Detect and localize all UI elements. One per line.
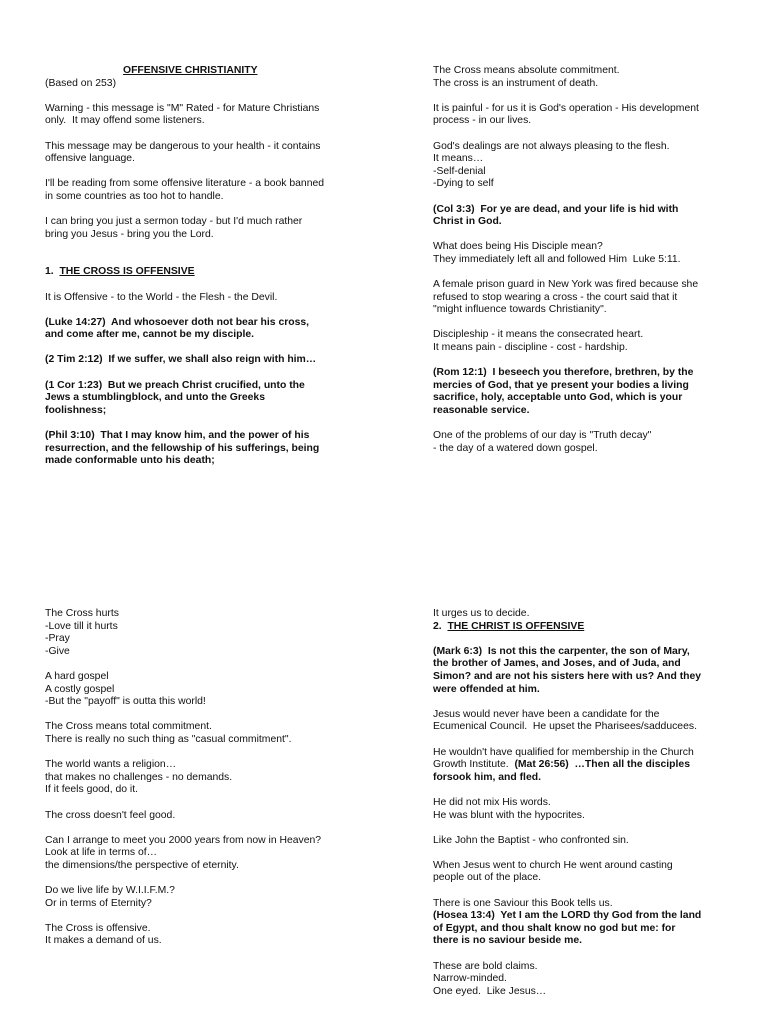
text-line: resurrection, and the fellowship of his sufferings, being	[45, 442, 320, 454]
text-line: "might influence towards Christianity".	[433, 304, 607, 316]
casting-paragraph	[433, 860, 723, 885]
scripture-mark	[433, 646, 723, 696]
text-line: The cross doesn't feel good.	[45, 809, 176, 821]
text-line: there is no saviour beside me.	[433, 935, 582, 947]
text-line: When Jesus went to church He went around casting	[433, 859, 673, 871]
text-line: bring you Jesus - bring you the Lord.	[45, 228, 214, 240]
text-line: (Col 3:3) For ye are dead, and your life is hid with	[433, 203, 679, 215]
text-line: I can bring you just a sermon today - but I'd much rather	[45, 216, 303, 228]
text-line: Discipleship - it means the consecrated heart.	[433, 329, 644, 341]
text-line: that makes no challenges - no demands.	[45, 771, 233, 783]
text-line: - the day of a watered down gospel.	[433, 442, 598, 454]
text-line: (Hosea 13:4) Yet I am the LORD thy God from the land	[433, 910, 702, 922]
text-line: Warning - this message is "M" Rated - for Mature Christians	[45, 102, 320, 114]
text-line: (Phil 3:10) That I may know him, and the power of his	[45, 430, 310, 442]
hurts-paragraph	[45, 608, 345, 658]
text-line: Jesus would never have been a candidate for the	[433, 708, 660, 720]
text-line: the dimensions/the perspective of eternity.	[45, 859, 239, 871]
disciple-paragraph	[433, 241, 723, 266]
religion-paragraph	[45, 759, 345, 797]
text-line: in some countries as too hot to handle.	[45, 190, 224, 202]
saviour-paragraph	[433, 898, 723, 948]
text-line: What does being His Disciple mean?	[433, 241, 603, 253]
text-line: only. It may offend some listeners.	[45, 115, 205, 127]
urges-heading-block	[433, 608, 723, 633]
text-line: He did not mix His words.	[433, 796, 551, 808]
text-line: Narrow-minded.	[433, 973, 507, 985]
commitment-paragraph	[433, 65, 723, 90]
text-line: Christ in God.	[433, 216, 502, 228]
scripture-luke	[45, 317, 345, 342]
baptist-paragraph	[433, 835, 723, 848]
total-commitment-paragraph	[45, 721, 345, 746]
title-block	[45, 65, 345, 90]
text-line: Like John the Baptist - who confronted sin.	[433, 834, 629, 846]
text-line: foolishness;	[45, 404, 107, 416]
text-line: (1 Cor 1:23) But we preach Christ crucified, unto the	[45, 379, 305, 391]
text-line: These are bold claims.	[433, 960, 538, 972]
text-line: It makes a demand of us.	[45, 935, 162, 947]
text-line: -Love till it hurts	[45, 620, 118, 632]
text-line: (Rom 12:1) I beseech you therefore, brethren, by the	[433, 367, 694, 379]
text-line: It is Offensive - to the World - the Flesh - the Devil.	[45, 291, 278, 303]
text-line: The Cross means absolute commitment.	[433, 65, 620, 76]
text-line: (Mark 6:3) Is not this the carpenter, the son of Mary,	[433, 645, 690, 657]
text-line: people out of the place.	[433, 872, 542, 884]
text-line: were offended at him.	[433, 683, 540, 695]
discipleship-paragraph	[433, 329, 723, 354]
text-line: forsook him, and fled.	[433, 771, 541, 783]
decay-paragraph	[433, 430, 723, 455]
text-line: Simon? and are not his sisters here with us? And they	[433, 670, 702, 682]
demand-paragraph	[45, 923, 345, 948]
text-line: Jews a stumblingblock, and unto the Greeks	[45, 392, 265, 404]
text-line: A female prison guard in New York was fired because she	[433, 279, 699, 291]
arrange-paragraph	[45, 835, 345, 873]
text-line: A hard gospel	[45, 670, 109, 682]
scripture-phil	[45, 430, 345, 468]
text-line: sacrifice, holy, acceptable unto God, which is your	[433, 392, 683, 404]
text-line: It is painful - for us it is God's operation - His development	[433, 102, 699, 114]
danger-paragraph	[45, 141, 345, 166]
text-line: One of the problems of our day is "Truth decay"	[433, 430, 652, 442]
scripture-tim	[45, 354, 345, 367]
text-line	[433, 759, 723, 772]
church-paragraph	[433, 747, 723, 785]
scripture-rom	[433, 367, 723, 417]
text-line: There is really no such thing as "casual commitment".	[45, 733, 292, 745]
page-title: OFFENSIVE CHRISTIANITY	[123, 65, 258, 76]
section-heading-2	[433, 621, 723, 634]
heading-number: 1.	[45, 266, 60, 278]
text-line: One eyed. Like Jesus…	[433, 985, 547, 997]
text-line: process - in our lives.	[433, 115, 532, 127]
claims-paragraph	[433, 961, 723, 999]
text-line: A costly gospel	[45, 683, 115, 695]
text-line: The Cross means total commitment.	[45, 721, 212, 733]
scripture-cor	[45, 380, 345, 418]
heading-number: 2.	[433, 620, 448, 632]
hard-gospel-paragraph	[45, 671, 345, 709]
heading-text: THE CHRIST IS OFFENSIVE	[447, 620, 585, 632]
text-line: Ecumenical Council. He upset the Pharisees/sadducees.	[433, 721, 697, 733]
text-line: This message may be dangerous to your health - it contains	[45, 140, 321, 152]
text-line: It urges us to decide.	[433, 608, 530, 619]
section-heading-1	[45, 266, 345, 279]
text-line: of Egypt, and thou shalt know no god but me: for	[433, 922, 676, 934]
text-line: Can I arrange to meet you 2000 years from now in Heaven?	[45, 834, 322, 846]
dealings-paragraph	[433, 141, 723, 191]
text-line: There is one Saviour this Book tells us.	[433, 897, 613, 909]
column-bottom-left	[45, 608, 345, 961]
offensive-paragraph	[45, 292, 345, 305]
text-line: (Luke 14:27) And whosoever doth not bear his cross,	[45, 316, 310, 328]
text-line: I'll be reading from some offensive literature - a book banned	[45, 178, 325, 190]
guard-paragraph	[433, 279, 723, 317]
scripture-mat: (Mat 26:56) …Then all the disciples	[514, 759, 690, 771]
council-paragraph	[433, 709, 723, 734]
words-paragraph	[433, 797, 723, 822]
wiifm-paragraph	[45, 885, 345, 910]
text-line: offensive language.	[45, 153, 135, 165]
sermon-paragraph	[45, 216, 345, 241]
text-line: If it feels good, do it.	[45, 784, 138, 796]
column-bottom-right	[433, 608, 723, 1011]
text-line: -But the "payoff" is outta this world!	[45, 696, 206, 708]
text-line: God's dealings are not always pleasing to the flesh.	[433, 140, 670, 152]
text-line: Or in terms of Eternity?	[45, 897, 152, 909]
text-line: reasonable service.	[433, 405, 530, 417]
text-line: Look at life in terms of…	[45, 847, 158, 859]
text-line: refused to stop wearing a cross - the court said that it	[433, 291, 678, 303]
text-line: The cross is an instrument of death.	[433, 77, 599, 89]
based-on: (Based on 253)	[45, 77, 117, 89]
column-top-right	[433, 65, 723, 468]
text-line: He was blunt with the hypocrites.	[433, 809, 585, 821]
text-line: They immediately left all and followed Him Luke 5:11.	[433, 253, 681, 265]
text-line: the brother of James, and Joses, and of Juda, and	[433, 658, 681, 670]
text-line: The Cross hurts	[45, 608, 119, 619]
text-line: -Dying to self	[433, 178, 494, 190]
feel-paragraph	[45, 810, 345, 823]
column-top-left	[45, 65, 345, 480]
text-line: The Cross is offensive.	[45, 922, 151, 934]
reading-paragraph	[45, 178, 345, 203]
text-line: -Give	[45, 645, 70, 657]
text-line: made conformable unto his death;	[45, 455, 215, 467]
text-line: It means…	[433, 153, 484, 165]
text-line: Do we live life by W.I.I.F.M.?	[45, 885, 175, 897]
text-line: He wouldn't have qualified for membership in the Church	[433, 746, 694, 758]
text-line: It means pain - discipline - cost - hardship.	[433, 342, 628, 354]
painful-paragraph	[433, 103, 723, 128]
heading-text: THE CROSS IS OFFENSIVE	[59, 266, 195, 278]
text-run: Growth Institute.	[433, 759, 515, 771]
text-line: -Pray	[45, 633, 70, 645]
text-line: and come after me, cannot be my disciple.	[45, 329, 255, 341]
text-line: mercies of God, that ye present your bodies a living	[433, 379, 689, 391]
text-line: The world wants a religion…	[45, 759, 177, 771]
scripture-col	[433, 204, 723, 229]
text-line: -Self-denial	[433, 165, 486, 177]
text-line: (2 Tim 2:12) If we suffer, we shall also reign with him…	[45, 354, 317, 366]
warning-paragraph	[45, 103, 345, 128]
